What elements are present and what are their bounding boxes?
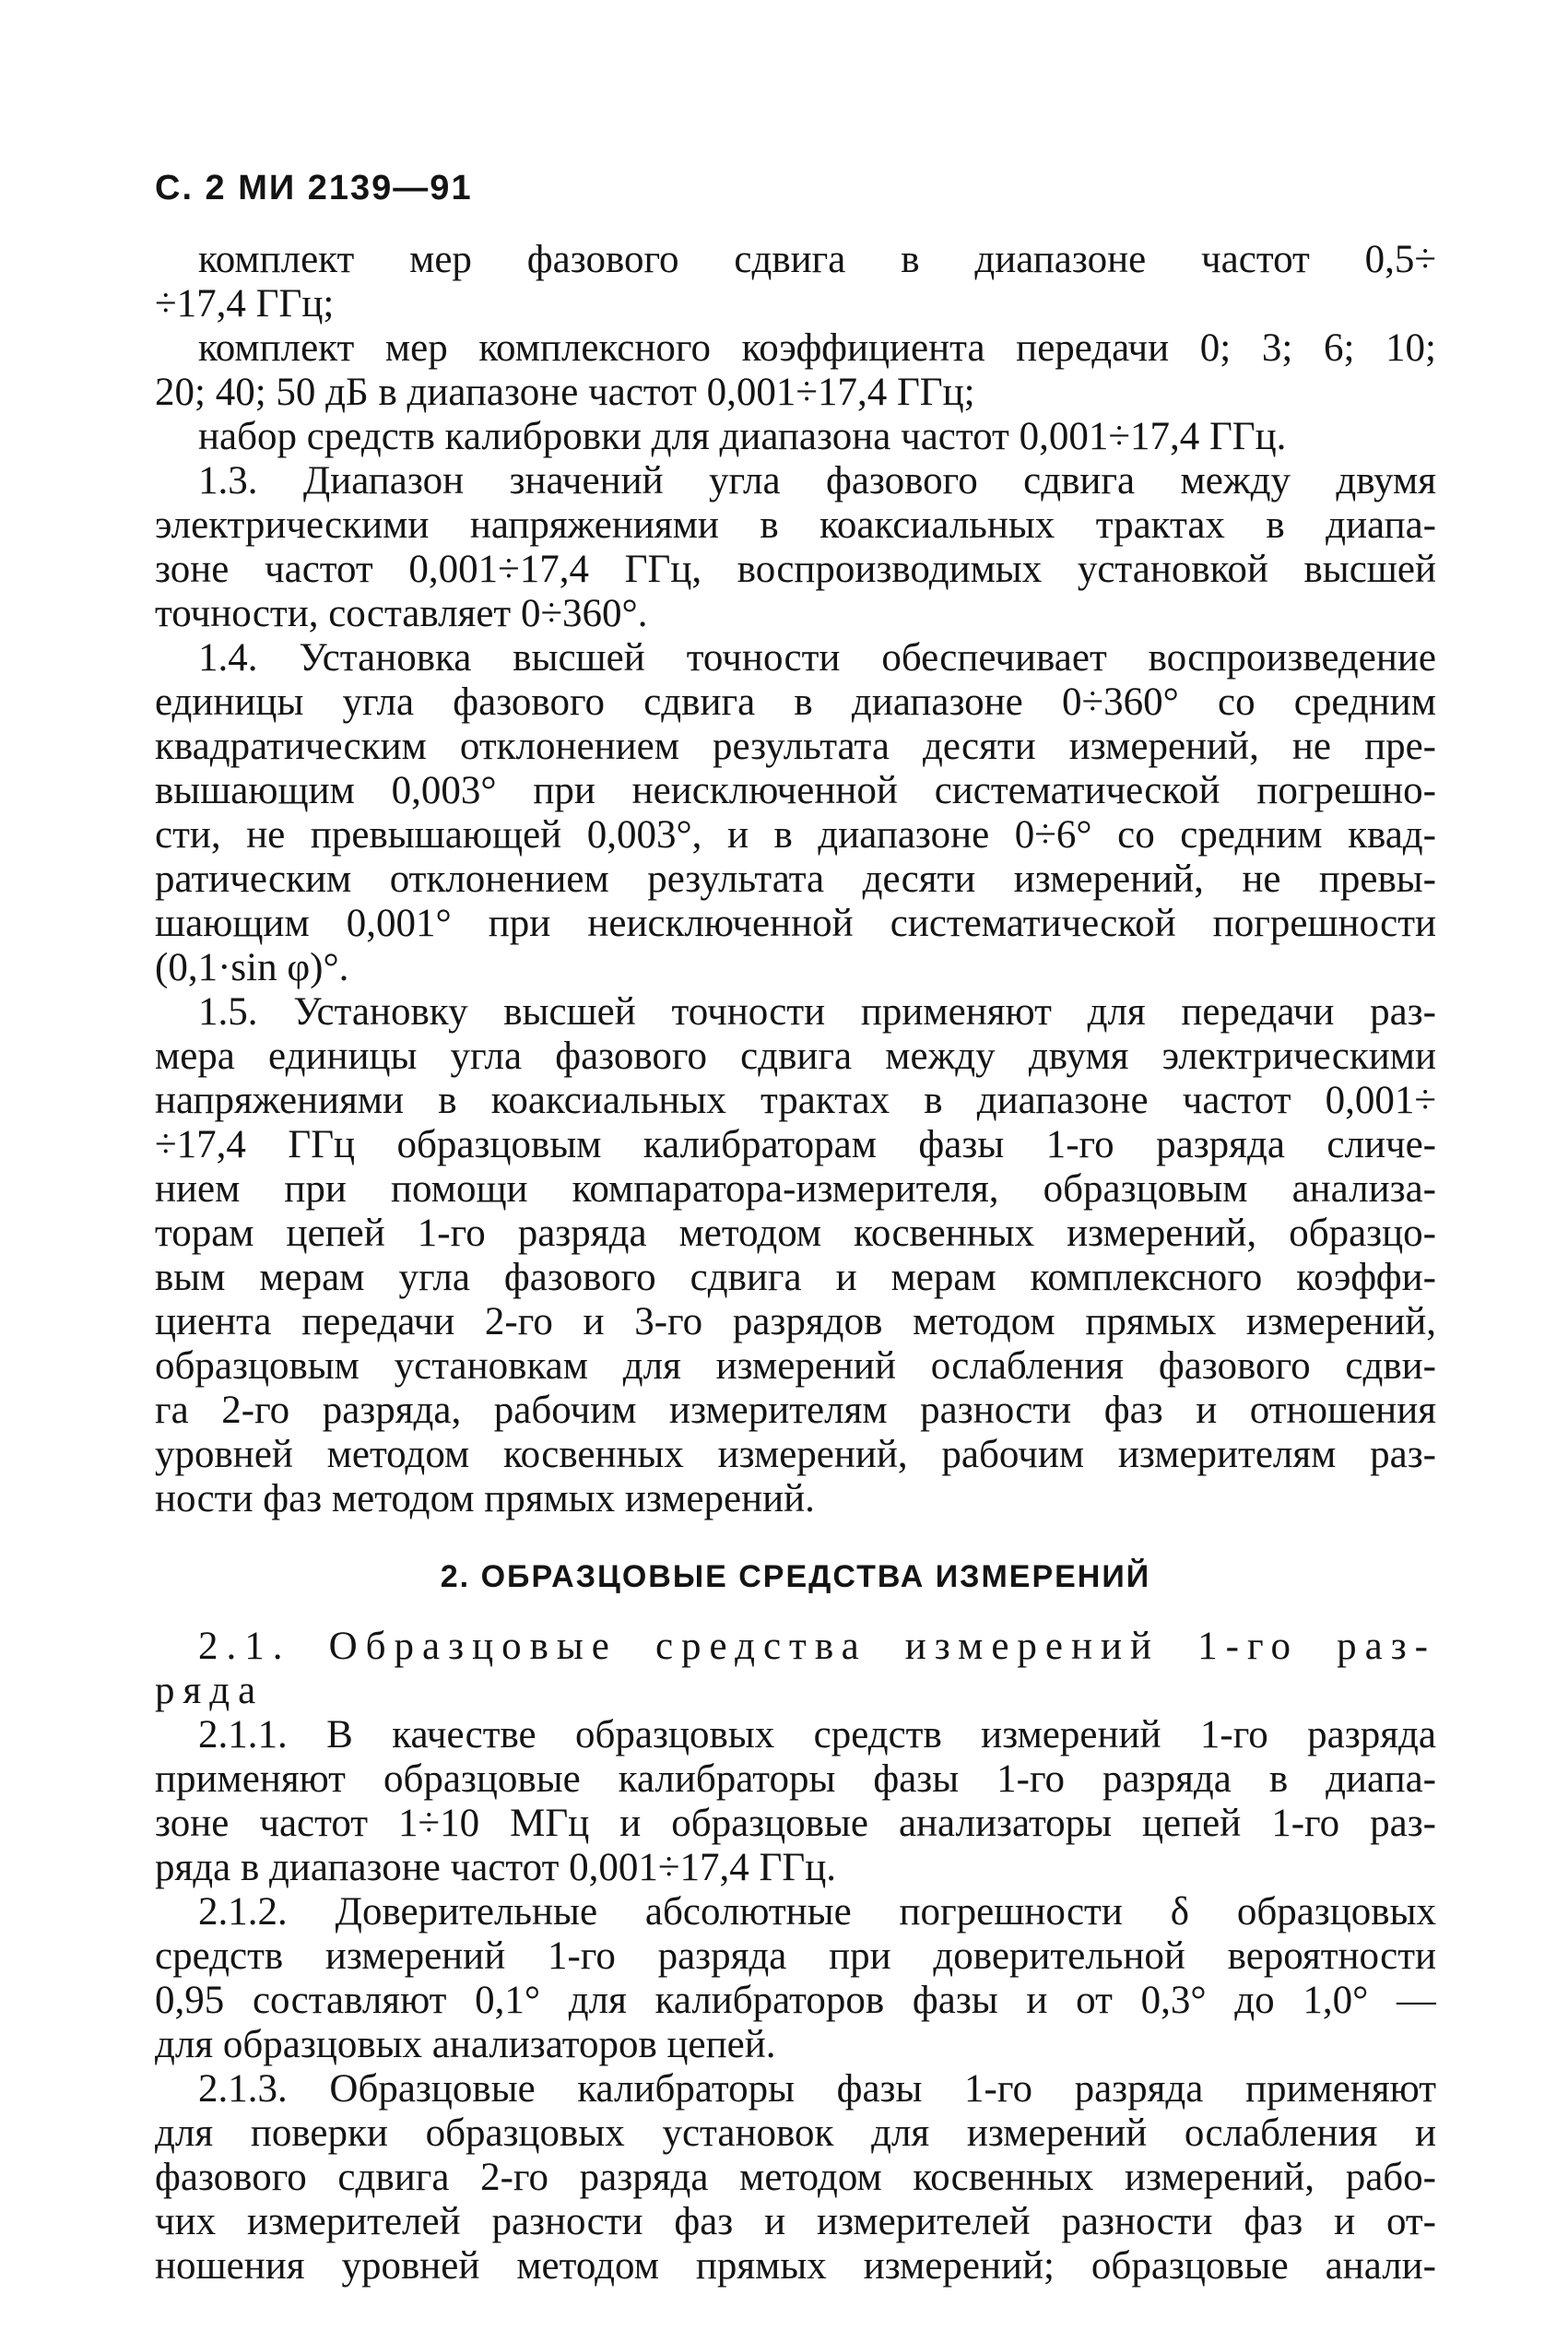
text-line: квадратическим отклонением результата десяти измерений, не пре- — [155, 725, 1436, 768]
text-line: комплект мер фазового сдвига в диапазоне частот 0,5÷ — [198, 238, 1436, 281]
text-line: электрическими напряжениями в коаксиальных трактах в диапа- — [155, 503, 1436, 547]
text-line: фазового сдвига 2-го разряда методом косвенных измерений, рабо- — [155, 2156, 1436, 2199]
text-line: ÷17,4 ГГц; — [155, 282, 335, 325]
text-line: торам цепей 1-го разряда методом косвенных измерений, образцо- — [155, 1212, 1436, 1255]
text-line: 1.4. Установка высшей точности обеспечивает воспроизведение — [198, 636, 1436, 680]
text-line: 2.1.1. В качестве образцовых средств измерений 1-го разряда — [198, 1713, 1436, 1756]
text-line: для образцовых анализаторов цепей. — [155, 2023, 776, 2066]
text-line: зоне частот 0,001÷17,4 ГГц, воспроизводимых установкой высшей — [155, 548, 1436, 591]
text-line: для поверки образцовых установок для измерений ослабления и — [155, 2111, 1436, 2155]
text-line: набор средств калибровки для диапазона частот 0,001÷17,4 ГГц. — [198, 415, 1287, 458]
text-line: образцовым установкам для измерений ослабления фазового сдви- — [155, 1344, 1436, 1388]
text-line: вышающим 0,003° при неисключенной систематической погрешно- — [155, 769, 1436, 812]
text-line: чих измерителей разности фаз и измерителей разности фаз и от- — [155, 2200, 1436, 2243]
text-line: циента передачи 2-го и 3-го разрядов методом прямых измерений, — [155, 1300, 1436, 1343]
text-line: ности фаз методом прямых измерений. — [155, 1477, 815, 1520]
text-line: 1.3. Диапазон значений угла фазового сдвига между двумя — [198, 459, 1436, 503]
text-line: напряжениями в коаксиальных трактах в диапазоне частот 0,001÷ — [155, 1079, 1436, 1122]
text-line: мера единицы угла фазового сдвига между двумя электрическими — [155, 1035, 1436, 1078]
text-line: ряда в диапазоне частот 0,001÷17,4 ГГц. — [155, 1846, 836, 1889]
text-line: ÷17,4 ГГц образцовым калибраторам фазы 1-го разряда сличе- — [155, 1123, 1436, 1166]
text-line: зоне частот 1÷10 МГц и образцовые анализаторы цепей 1-го раз- — [155, 1802, 1436, 1845]
text-line: га 2-го разряда, рабочим измерителям разности фаз и отношения — [155, 1389, 1436, 1432]
text-line: (0,1·sin φ)°. — [155, 946, 349, 989]
text-line: 20; 40; 50 дБ в диапазоне частот 0,001÷17,4 ГГц; — [155, 371, 975, 414]
section-title: 2. ОБРАЗЦОВЫЕ СРЕДСТВА ИЗМЕРЕНИЙ — [440, 1559, 1151, 1594]
text-line: 2.1.3. Образцовые калибраторы фазы 1-го разряда применяют — [198, 2067, 1436, 2111]
text-line: ношения уровней методом прямых измерений; образцовые анали- — [155, 2244, 1436, 2288]
text-line: средств измерений 1-го разряда при доверительной вероятности — [155, 1934, 1436, 1978]
text-line: точности, составляет 0÷360°. — [155, 592, 648, 635]
document-body — [155, 238, 1436, 2289]
text-line: ратическим отклонением результата десяти измерений, не превы- — [155, 857, 1436, 901]
text-line: шающим 0,001° при неисключенной систематической погрешности — [155, 902, 1436, 945]
text-line: 0,95 составляют 0,1° для калибраторов фазы и от 0,3° до 1,0° — — [155, 1979, 1436, 2022]
text-line: уровней методом косвенных измерений, рабочим измерителям раз- — [155, 1433, 1436, 1476]
text-line: единицы угла фазового сдвига в диапазоне 0÷360° со средним — [155, 680, 1436, 724]
text-line: нием при помощи компаратора-измерителя, образцовым анализа- — [155, 1167, 1436, 1211]
text-line: 2.1.2. Доверительные абсолютные погрешности δ образцовых — [198, 1890, 1436, 1934]
text-line: вым мерам угла фазового сдвига и мерам комплексного коэффи- — [155, 1256, 1436, 1299]
text-line: сти, не превышающей 0,003°, и в диапазоне 0÷6° со средним квад- — [155, 813, 1436, 857]
text-line: применяют образцовые калибраторы фазы 1-го разряда в диапа- — [155, 1757, 1436, 1801]
page-header: С. 2 МИ 2139—91 — [155, 169, 473, 207]
text-line: 1.5. Установку высшей точности применяют для передачи раз- — [198, 990, 1436, 1034]
subsection-heading: 2.1. Образцовые средства измерений 1-го раз- — [198, 1625, 1436, 1668]
text-line: комплект мер комплексного коэффициента передачи 0; 3; 6; 10; — [198, 326, 1436, 370]
subsection-heading: ряда — [155, 1669, 265, 1712]
